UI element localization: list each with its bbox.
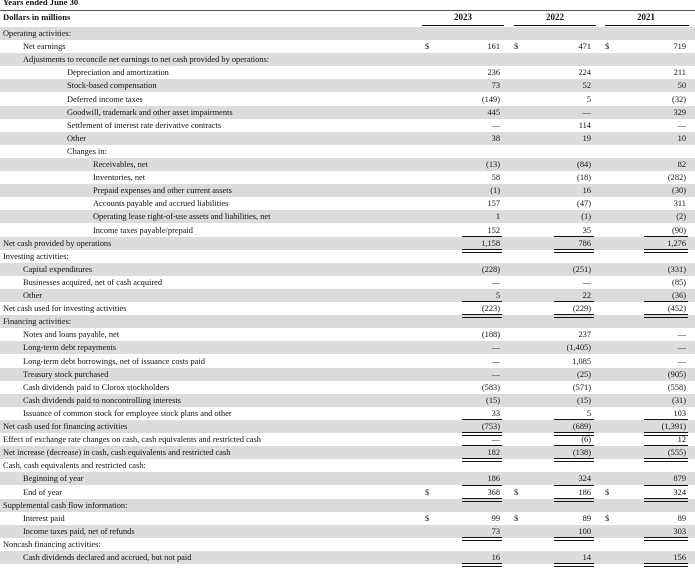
value-2021: (90) xyxy=(672,225,686,235)
value-2023: (188) xyxy=(481,330,500,340)
statement-row xyxy=(0,27,695,40)
statement-row xyxy=(0,158,695,171)
value-2022: (25) xyxy=(577,369,591,379)
value-2021: 89 xyxy=(677,513,686,523)
value-2022: (18) xyxy=(577,173,591,183)
subtotal-rule xyxy=(554,419,594,420)
statement-row xyxy=(0,79,695,92)
subtotal-rule xyxy=(554,485,594,486)
row-label: Net cash used for financing activities xyxy=(3,422,128,431)
value-2022: 89 xyxy=(582,513,591,523)
total-double-rule xyxy=(644,432,688,436)
value-2023: (13) xyxy=(486,160,500,169)
value-2021: (36) xyxy=(672,291,686,300)
row-label: Other xyxy=(23,291,43,300)
total-double-rule xyxy=(644,249,688,253)
statement-row xyxy=(0,237,695,250)
row-label: End of year xyxy=(23,487,63,497)
value-2021: 82 xyxy=(677,160,686,169)
statement-row xyxy=(0,407,695,420)
value-2023: 5 xyxy=(495,291,500,300)
row-label: Net increase (decrease) in cash, cash equivalents and restricted cash xyxy=(3,448,231,458)
value-2021: — xyxy=(677,343,686,353)
value-2022: (47) xyxy=(577,199,591,209)
total-double-rule xyxy=(644,563,688,567)
value-2023: (1) xyxy=(490,186,500,196)
row-label: Depreciation and amortization xyxy=(67,68,169,78)
statement-row xyxy=(0,486,695,499)
value-2023: (753) xyxy=(481,422,500,431)
row-label: Operating lease right-of-use assets and liabilities, net xyxy=(93,212,271,222)
total-double-rule xyxy=(462,498,502,502)
value-2022: 5 xyxy=(586,94,591,104)
row-label: Changes in: xyxy=(67,146,107,156)
header-units-row xyxy=(0,11,695,24)
value-2022: 324 xyxy=(578,474,591,484)
value-2023: 445 xyxy=(487,107,500,117)
row-label: Other xyxy=(67,133,87,143)
year-header-2022: 2022 xyxy=(546,12,564,22)
value-2021: (558) xyxy=(667,382,686,392)
value-2021: (331) xyxy=(667,264,686,274)
row-label: Supplemental cash flow information: xyxy=(3,500,128,510)
statement-row xyxy=(0,446,695,459)
statement-row xyxy=(0,53,695,66)
row-label: Businesses acquired, net of cash acquired xyxy=(23,277,163,287)
statement-row xyxy=(0,224,695,237)
value-2021: (85) xyxy=(672,277,686,287)
currency-symbol: $ xyxy=(605,487,610,497)
value-2021: 103 xyxy=(673,408,686,418)
value-2022: 1,085 xyxy=(572,356,591,366)
row-label: Cash dividends paid to noncontrolling interests xyxy=(23,395,181,405)
statement-row xyxy=(0,184,695,197)
value-2021: — xyxy=(677,120,686,130)
subtotal-rule xyxy=(644,485,688,486)
value-2021: (30) xyxy=(672,186,686,196)
currency-symbol: $ xyxy=(605,42,610,52)
value-2021: — xyxy=(677,356,686,366)
currency-symbol: $ xyxy=(425,487,430,497)
value-2021: (32) xyxy=(672,94,686,104)
value-2022: 14 xyxy=(582,553,591,562)
statement-row xyxy=(0,472,695,485)
statement-row xyxy=(0,512,695,525)
statement-row xyxy=(0,420,695,433)
value-2021: 879 xyxy=(673,474,686,484)
value-2022: (251) xyxy=(572,264,591,274)
statement-row xyxy=(0,119,695,132)
value-2021: 1,276 xyxy=(667,238,686,248)
value-2023: — xyxy=(491,356,500,366)
value-2022: 52 xyxy=(582,81,591,91)
currency-symbol: $ xyxy=(514,42,519,52)
statement-row xyxy=(0,355,695,368)
currency-symbol: $ xyxy=(605,513,610,523)
value-2023: — xyxy=(491,120,500,130)
row-label: Prepaid expenses and other current assets xyxy=(93,186,232,196)
total-double-rule xyxy=(462,432,502,436)
value-2021: 324 xyxy=(673,487,686,497)
year-header-2021: 2021 xyxy=(637,12,655,22)
value-2023: 157 xyxy=(487,199,500,209)
row-label: Settlement of interest rate derivative contracts xyxy=(67,120,222,130)
row-label: Goodwill, trademark and other asset impairments xyxy=(67,107,233,117)
value-2023: 73 xyxy=(491,81,500,91)
row-label: Noncash financing activities: xyxy=(3,539,101,549)
total-double-rule xyxy=(554,498,594,502)
row-label: Income taxes payable/prepaid xyxy=(93,225,193,235)
statement-row xyxy=(0,368,695,381)
row-label: Cash, cash equivalents and restricted cash: xyxy=(3,461,146,471)
statement-row xyxy=(0,210,695,223)
statement-row xyxy=(0,132,695,145)
value-2021: (452) xyxy=(667,304,686,314)
year-rule-2023 xyxy=(422,25,504,26)
value-2023: 1,158 xyxy=(481,238,500,248)
value-2022: (84) xyxy=(577,160,591,169)
subtotal-rule xyxy=(554,445,594,446)
row-label: Beginning of year xyxy=(23,474,84,484)
value-2022: 114 xyxy=(578,120,591,130)
value-2021: 211 xyxy=(673,68,686,78)
header-title-row xyxy=(0,0,695,9)
value-2022: — xyxy=(582,277,591,287)
subtotal-rule xyxy=(462,419,502,420)
year-rule-2021 xyxy=(605,25,689,26)
currency-symbol: $ xyxy=(425,513,430,523)
value-2023: 58 xyxy=(491,173,500,183)
row-label: Capital expenditures xyxy=(23,264,93,274)
subtotal-rule xyxy=(462,445,502,446)
value-2022: (1,405) xyxy=(566,343,591,353)
value-2023: (149) xyxy=(481,94,500,104)
value-2021: 311 xyxy=(673,199,686,209)
statement-row xyxy=(0,171,695,184)
value-2021: (1,391) xyxy=(661,422,686,431)
value-2023: 182 xyxy=(487,448,500,458)
row-label: Receivables, net xyxy=(93,160,148,169)
value-2023: (223) xyxy=(481,304,500,314)
total-double-rule xyxy=(462,249,502,253)
value-2023: 236 xyxy=(487,68,500,78)
total-double-rule xyxy=(554,249,594,253)
currency-symbol: $ xyxy=(425,42,430,52)
total-double-rule xyxy=(554,537,594,541)
row-label: Adjustments to reconcile net earnings to net cash provided by operations: xyxy=(23,55,270,65)
statement-row xyxy=(0,289,695,302)
value-2023: 368 xyxy=(487,487,500,497)
value-2023: — xyxy=(491,277,500,287)
value-2023: 186 xyxy=(487,474,500,484)
row-label: Operating activities: xyxy=(3,29,72,38)
statement-row xyxy=(0,394,695,407)
value-2022: 237 xyxy=(578,330,591,340)
statement-row xyxy=(0,276,695,289)
row-label: Net cash used for investing activities xyxy=(3,304,127,314)
value-2023: — xyxy=(491,435,500,445)
value-2023: 99 xyxy=(491,513,500,523)
total-double-rule xyxy=(462,563,502,567)
value-2022: (15) xyxy=(577,395,591,405)
value-2022: 19 xyxy=(582,133,591,143)
statement-row xyxy=(0,66,695,79)
row-label: Long-term debt repayments xyxy=(23,343,117,353)
value-2022: 5 xyxy=(586,408,591,418)
value-2022: (229) xyxy=(572,304,591,314)
value-2023: 1 xyxy=(495,212,500,222)
total-double-rule xyxy=(554,432,594,436)
value-2022: (571) xyxy=(572,382,591,392)
total-double-rule xyxy=(554,458,594,462)
row-label: Deferred income taxes xyxy=(67,94,143,104)
statement-row xyxy=(0,197,695,210)
row-label: Income taxes paid, net of refunds xyxy=(23,526,135,536)
value-2023: (583) xyxy=(481,382,500,392)
value-2022: 471 xyxy=(578,42,591,52)
row-label: Effect of exchange rate changes on cash, cash equivalents and restricted cash xyxy=(3,435,261,445)
total-double-rule xyxy=(644,314,688,318)
value-2023: 33 xyxy=(491,408,500,418)
row-label: Accounts payable and accrued liabilities xyxy=(93,199,229,209)
value-2022: (1) xyxy=(581,212,591,222)
currency-symbol: $ xyxy=(514,487,519,497)
row-label: Long-term debt borrowings, net of issuance costs paid xyxy=(23,356,205,366)
subtotal-rule xyxy=(554,301,594,302)
value-2021: 156 xyxy=(673,553,686,562)
subtotal-rule xyxy=(644,236,688,237)
total-double-rule xyxy=(644,498,688,502)
statement-row xyxy=(0,551,695,564)
value-2022: 16 xyxy=(582,186,591,196)
row-label: Issuance of common stock for employee stock plans and other xyxy=(23,408,232,418)
row-label: Net cash provided by operations xyxy=(3,238,112,248)
statement-row xyxy=(0,145,695,158)
subtotal-rule xyxy=(462,485,502,486)
row-label: Financing activities: xyxy=(3,317,72,327)
statement-row xyxy=(0,525,695,538)
year-header-2023: 2023 xyxy=(454,12,472,22)
value-2022: 224 xyxy=(578,68,591,78)
value-2022: 35 xyxy=(582,225,591,235)
row-label: Inventories, net xyxy=(93,173,146,183)
row-label: Cash dividends paid to Clorox stockholders xyxy=(23,382,170,392)
value-2022: (138) xyxy=(572,448,591,458)
value-2023: 152 xyxy=(487,225,500,235)
subtotal-rule xyxy=(462,236,502,237)
value-2022: 186 xyxy=(578,487,591,497)
value-2021: (2) xyxy=(676,212,686,222)
subtotal-rule xyxy=(644,445,688,446)
value-2021: (555) xyxy=(667,448,686,458)
statement-row xyxy=(0,341,695,354)
row-label: Net earnings xyxy=(23,42,66,52)
value-2021: 12 xyxy=(677,435,686,445)
value-2023: 73 xyxy=(491,526,500,536)
value-2021: 303 xyxy=(673,526,686,536)
value-2023: (15) xyxy=(486,395,500,405)
year-rule-2022 xyxy=(514,25,596,26)
value-2022: 786 xyxy=(578,238,591,248)
value-2021: 10 xyxy=(677,133,686,143)
value-2021: 50 xyxy=(677,81,686,91)
statement-row xyxy=(0,40,695,53)
statement-row xyxy=(0,328,695,341)
row-label: Cash dividends declared and accrued, but not paid xyxy=(23,553,192,562)
row-label: Treasury stock purchased xyxy=(23,369,109,379)
value-2021: (905) xyxy=(667,369,686,379)
total-double-rule xyxy=(462,314,502,318)
value-2021: — xyxy=(677,330,686,340)
row-label: Interest paid xyxy=(23,513,65,523)
value-2022: 22 xyxy=(582,291,591,300)
value-2022: 100 xyxy=(578,526,591,536)
subtotal-rule xyxy=(644,301,688,302)
value-2022: — xyxy=(582,107,591,117)
value-2021: 329 xyxy=(673,107,686,117)
total-double-rule xyxy=(644,537,688,541)
value-2021: (282) xyxy=(667,173,686,183)
units-label: Dollars in millions xyxy=(3,12,71,22)
subtotal-rule xyxy=(554,236,594,237)
value-2023: (228) xyxy=(481,264,500,274)
value-2023: — xyxy=(491,343,500,353)
statement-period-label: Years ended June 30 xyxy=(3,0,79,7)
value-2022: (6) xyxy=(581,435,591,445)
statement-row xyxy=(0,93,695,106)
total-double-rule xyxy=(644,458,688,462)
total-double-rule xyxy=(554,314,594,318)
currency-symbol: $ xyxy=(514,513,519,523)
subtotal-rule xyxy=(462,301,502,302)
total-double-rule xyxy=(554,563,594,567)
total-double-rule xyxy=(462,537,502,541)
subtotal-rule xyxy=(644,419,688,420)
total-double-rule xyxy=(462,458,502,462)
row-label: Stock-based compensation xyxy=(67,81,157,91)
row-label: Investing activities: xyxy=(3,251,69,261)
statement-row xyxy=(0,381,695,394)
value-2023: 38 xyxy=(491,133,500,143)
value-2023: 16 xyxy=(491,553,500,562)
statement-row xyxy=(0,302,695,315)
value-2022: (689) xyxy=(572,422,591,431)
statement-row xyxy=(0,263,695,276)
value-2023: 161 xyxy=(487,42,500,52)
value-2021: (31) xyxy=(672,395,686,405)
value-2023: — xyxy=(491,369,500,379)
statement-row xyxy=(0,106,695,119)
row-label: Notes and loans payable, net xyxy=(23,330,120,340)
value-2021: 719 xyxy=(673,42,686,52)
